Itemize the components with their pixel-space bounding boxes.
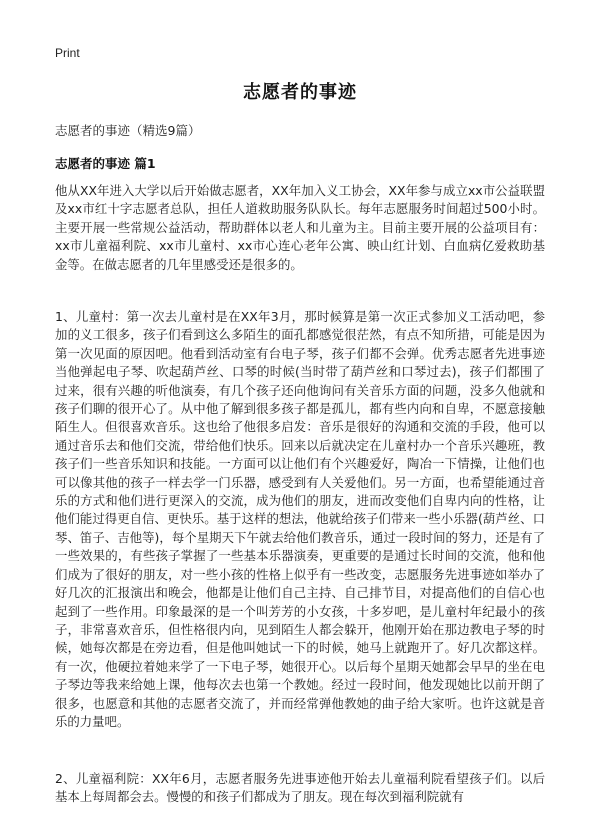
print-link[interactable]: Print <box>55 46 80 60</box>
paragraph-welfare-home: 2、儿童福利院：XX年6月，志愿者服务先进事迹他开始去儿童福利院看望孩子们。以后基本上每周都会去。慢慢的和孩子们都成为了朋友。现在每次到福利院就有 <box>55 771 545 805</box>
page-title: 志愿者的事迹 <box>243 82 357 103</box>
section-heading: 志愿者的事迹 篇1 <box>55 156 156 171</box>
paragraph-childrens-village: 1、儿童村：第一次去儿童村是在XX年3月，那时候算是第一次正式参加义工活动吧，参加的义工很多，孩子们看到这么多陌生的面孔都感觉很茫然，有点不知所措，可能是因为第一次见面的原因吧。他看到活动室有台电子琴，孩子们都不会弹。优秀志愿者先进事迹当他弹起电子琴、吹起葫芦丝、口琴的时候(当时带了葫芦丝和口琴过去)，孩子们都围了过来，很有兴趣的听他演奏，有几个孩子还向他询问有关音乐方面的问题，没多久他就和孩子们聊的很开心了。从中他了解到很多孩子都是孤儿，都有些内向和自卑，不愿意接触陌生人。但很喜欢音乐。这也给了他很多启发：音乐是很好的沟通和交流的手段，他可以通过音乐去和他们交流，带给他们快乐。回来以后就决定在儿童村办一个音乐兴趣班，教孩子们一些音乐知识和技能。一方面可以让他们有个兴趣爱好，陶冶一下情操，让他们也可以像其他的孩子一样去学一门乐器，感受到有人关爱他们。另一方面，也希望能通过音乐的方式和他们进行更深入的交流，成为他们的朋友，进而改变他们自卑内向的性格，让他们能过得更自信、更快乐。基于这样的想法，他就给孩子们带来一些小乐器(葫芦丝、口琴、笛子、吉他等)，每个星期天下午就去给他们教音乐，通过一段时间的努力，还是有了一些效果的，有些孩子掌握了一些基本乐器演奏，更重要的是通过长时间的交流，他和他们成为了很好的朋友，对一些小孩的性格上似乎有一些改变，志愿服务先进事迹如举办了好几次的汇报演出和晚会，他都是让他们自己主持、自己排节目，对提高他们的自信心也起到了一些作用。印象最深的是一个叫芳芳的小女孩，十多岁吧，是儿童村年纪最小的孩子，非常喜欢音乐，但性格很内向，见到陌生人都会躲开，他刚开始在那边教电子琴的时候，她每次都是在旁边看，但是他叫她试一下的时候，她马上就跑开了。好几次都这样。有一次，他硬拉着她来学了一下电子琴，她很开心。以后每个星期天她都会早早的坐在电子琴边等我来给她上课，他每次去也第一个教她。经过一段时间，他发现她比以前开朗了很多，也愿意和其他的志愿者交流了，并而经常弹他教她的曲子给大家听。也许这就是音乐的力量吧。 <box>55 309 545 729</box>
paragraph-intro: 他从XX年进入大学以后开始做志愿者，XX年加入义工协会，XX年参与成立xx市公益联盟及xx市红十字志愿者总队，担任人道救助服务队队长。每年志愿服务时间超过500小时。主要开展一些常规公益活动，帮助群体以老人和儿童为主。目前主要开展的公益项目有：xx市儿童福利院、xx市儿童村、xx市心连心老年公寓、映山红计划、白血病亿爱救助基金等。在做志愿者的几年里感受还是很多的。 <box>55 183 545 272</box>
document-subtitle: 志愿者的事迹（精选9篇） <box>55 123 201 138</box>
